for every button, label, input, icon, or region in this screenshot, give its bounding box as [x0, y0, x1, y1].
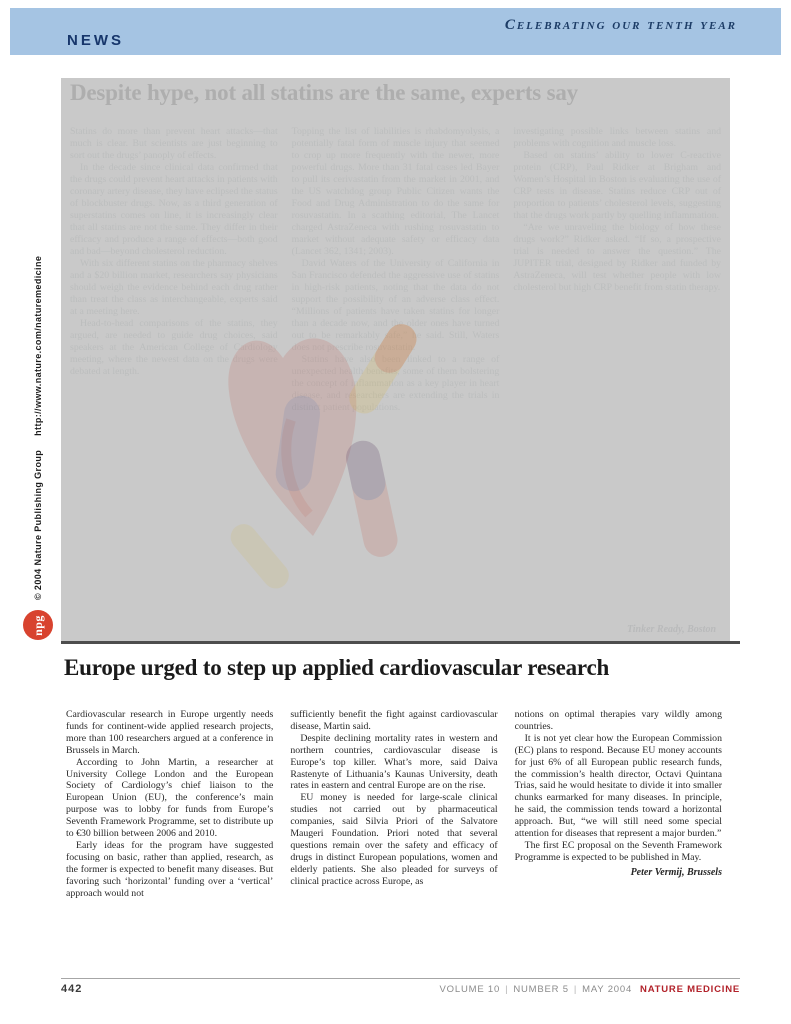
article-body [66, 709, 722, 967]
paragraph: Topping the list of liabilities is rhabdomyolysis, a potentially fatal form of muscle injury that seemed to crop up more frequently with the newer, more powerful drugs. More than 31 fatal cases led Bayer to pull its cerivastatin from the market in 2001, and the US watchdog group Public Citizen wants the Food and Drug Administration to do the same for rosuvastatin. In a scathing editorial, The Lancet charged AstraZeneca with rushing rosuvastatin to market without adequate safety or efficacy data (Lancet 362, 1341; 2003). [291, 126, 500, 257]
paragraph: It is not yet clear how the European Commission (EC) plans to respond. Because EU money accounts for just 6% of all European public research funds, the commission’s health director, Octavi Quintana Trias, said he would hesitate to divide it into smaller chunks earmarked for many diseases. In principle, he said, the commission tends toward a horizontal approach. But, “we will still need some special attention for diseases that represent a major burden.” [514, 732, 722, 840]
section-label: NEWS [67, 32, 124, 49]
ghost-column-3 [513, 126, 721, 631]
paragraph: The first EC proposal on the Seventh Framework Programme is expected to be published in May. [514, 839, 722, 863]
ghost-article-byline: Tinker Ready, Boston [627, 624, 716, 635]
page-number: 442 [61, 983, 83, 995]
paragraph: sufficiently benefit the fight against cardiovascular disease, Martin said. [290, 709, 498, 732]
anniversary-tagline: Celebrating our tenth year [504, 17, 737, 33]
npg-logo-text: npg [30, 614, 45, 636]
news-banner [10, 8, 781, 55]
volume-label: VOLUME 10 [439, 984, 501, 995]
paragraph: Cardiovascular research in Europe urgently needs funds for continent-wide applied research projects, more than 100 researchers argued at a conference in Brussels in March. [66, 709, 274, 756]
paragraph: Early ideas for the program have suggested focusing on basic, rather than applied, research, as the former is expected to benefit many diseases. But favoring such ‘horizontal’ funding over a ‘vertical’ approach would not [66, 839, 274, 899]
article-divider-rule [61, 641, 740, 644]
copyright-text: © 2004 Nature Publishing Group [33, 449, 43, 600]
paragraph: EU money is needed for large-scale clinical studies not carried out by pharmaceutical companies, said Silvia Priori of the Salvatore Maugeri Foundation. Priori noted that several questions remain over the safety and efficacy of drugs in distinct European populations, women and elderly patients. She also pleaded for surveys of clinical practice across Europe, as [290, 792, 498, 887]
paragraph: Statins have also been linked to a range of unexpected health benefits, some of them bolstering the concept of inflammation as a key player in heart disease, and researchers are extending the trials in distinct patient populations. [291, 354, 500, 413]
date-label: MAY 2004 [582, 984, 633, 995]
article-title: Europe urged to step up applied cardiovascular research [64, 655, 610, 680]
paragraph: In the decade since clinical data confirmed that the drugs could prevent heart attacks in patients with coronary artery disease, they have eclipsed the status of blockbuster drugs. Now, as a third generation of superstatins comes on line, it is increasingly clear that all statins are not the same. They differ in their efficacy and produce a range of effects—both good and bad—beyond cholesterol reduction. [70, 162, 278, 257]
separator: | [505, 984, 509, 995]
ghost-article-title: Despite hype, not all statins are the same, experts say [70, 80, 578, 105]
paragraph: notions on optimal therapies vary wildly among countries. [514, 709, 722, 732]
article-column-3 [515, 709, 722, 967]
number-label: NUMBER 5 [513, 984, 569, 995]
paragraph: Despite declining mortality rates in western and northern countries, cardiovascular disease is Europe’s top killer. What’s more, said Daiva Rastenyte of Lithuania’s Kaunas University, death rates in eastern and central Europe are on the rise. [290, 732, 498, 792]
separator: | [573, 984, 578, 995]
journal-url: http://www.nature.com/naturemedicine [33, 255, 43, 436]
paragraph: Head-to-head comparisons of the statins, they argued, are needed to guide drug choices, said speakers at the American College of Cardiology meeting, where the newest data on the drugs were debated at length. [70, 318, 278, 377]
heart-and-pills-illustration [221, 300, 451, 600]
copyright-sidebar [33, 40, 43, 600]
npg-logo [23, 610, 53, 640]
paragraph: “Are we unraveling the biology of how these drugs work?” Ridker asked. “If so, a prospective trial is needed to answer the question.” The JUPITER trial, designed by Ridker and funded by AstraZeneca, will test whether people with low cholesterol but high CRP benefit from statin therapy. [513, 222, 722, 293]
article-column-1 [66, 709, 273, 967]
paragraph: Statins do more than prevent heart attacks—that much is clear. But scientists are just beginning to sort out the drugs’ panoply of effects. [70, 126, 278, 161]
paragraph: According to John Martin, a researcher at University College London and the European Society of Cardiology’s chief liaison to the European Union (EU), the conference’s main purpose was to lobby for funds from Europe’s Seventh Framework Programme, set to distribute up to €30 billion between 2006 and 2010. [66, 756, 274, 840]
article-column-3-text [515, 709, 722, 864]
journal-brand: NATURE MEDICINE [640, 984, 740, 995]
ghost-article-showthrough [61, 78, 730, 643]
article-byline: Peter Vermij, Brussels [630, 866, 722, 878]
paragraph: With six different statins on the pharmacy shelves and a $20 billion market, researchers say physicians should weigh the evidence behind each drug rather than treat the class as interchangeable, experts said at a meeting here. [70, 258, 278, 317]
paragraph: Based on statins’ ability to lower C-reactive protein (CRP), Paul Ridker at Brigham and Women’s Hospital in Boston is evaluating the use of CRP tests in disease. Statins reduce CRP out of proportion to patients’ cholesterol levels, suggesting that the drugs work partly by quelling inflammation. [513, 150, 722, 221]
issue-info [440, 984, 740, 995]
paragraph: investigating possible links between statins and problems with cognition and muscle loss. [513, 126, 722, 149]
footer-rule [61, 978, 740, 979]
article-column-2 [290, 709, 497, 967]
paragraph: David Waters of the University of California in San Francisco defended the aggressive use of statins in high-risk patients, noting that the data do not support the possibility of an adverse class effect. “Millions of patients have taken statins for longer than a decade now, and the older ones have turned out to be remarkably safe,” he said. Still, Waters does not prescribe rosuvastatin. [291, 258, 500, 353]
